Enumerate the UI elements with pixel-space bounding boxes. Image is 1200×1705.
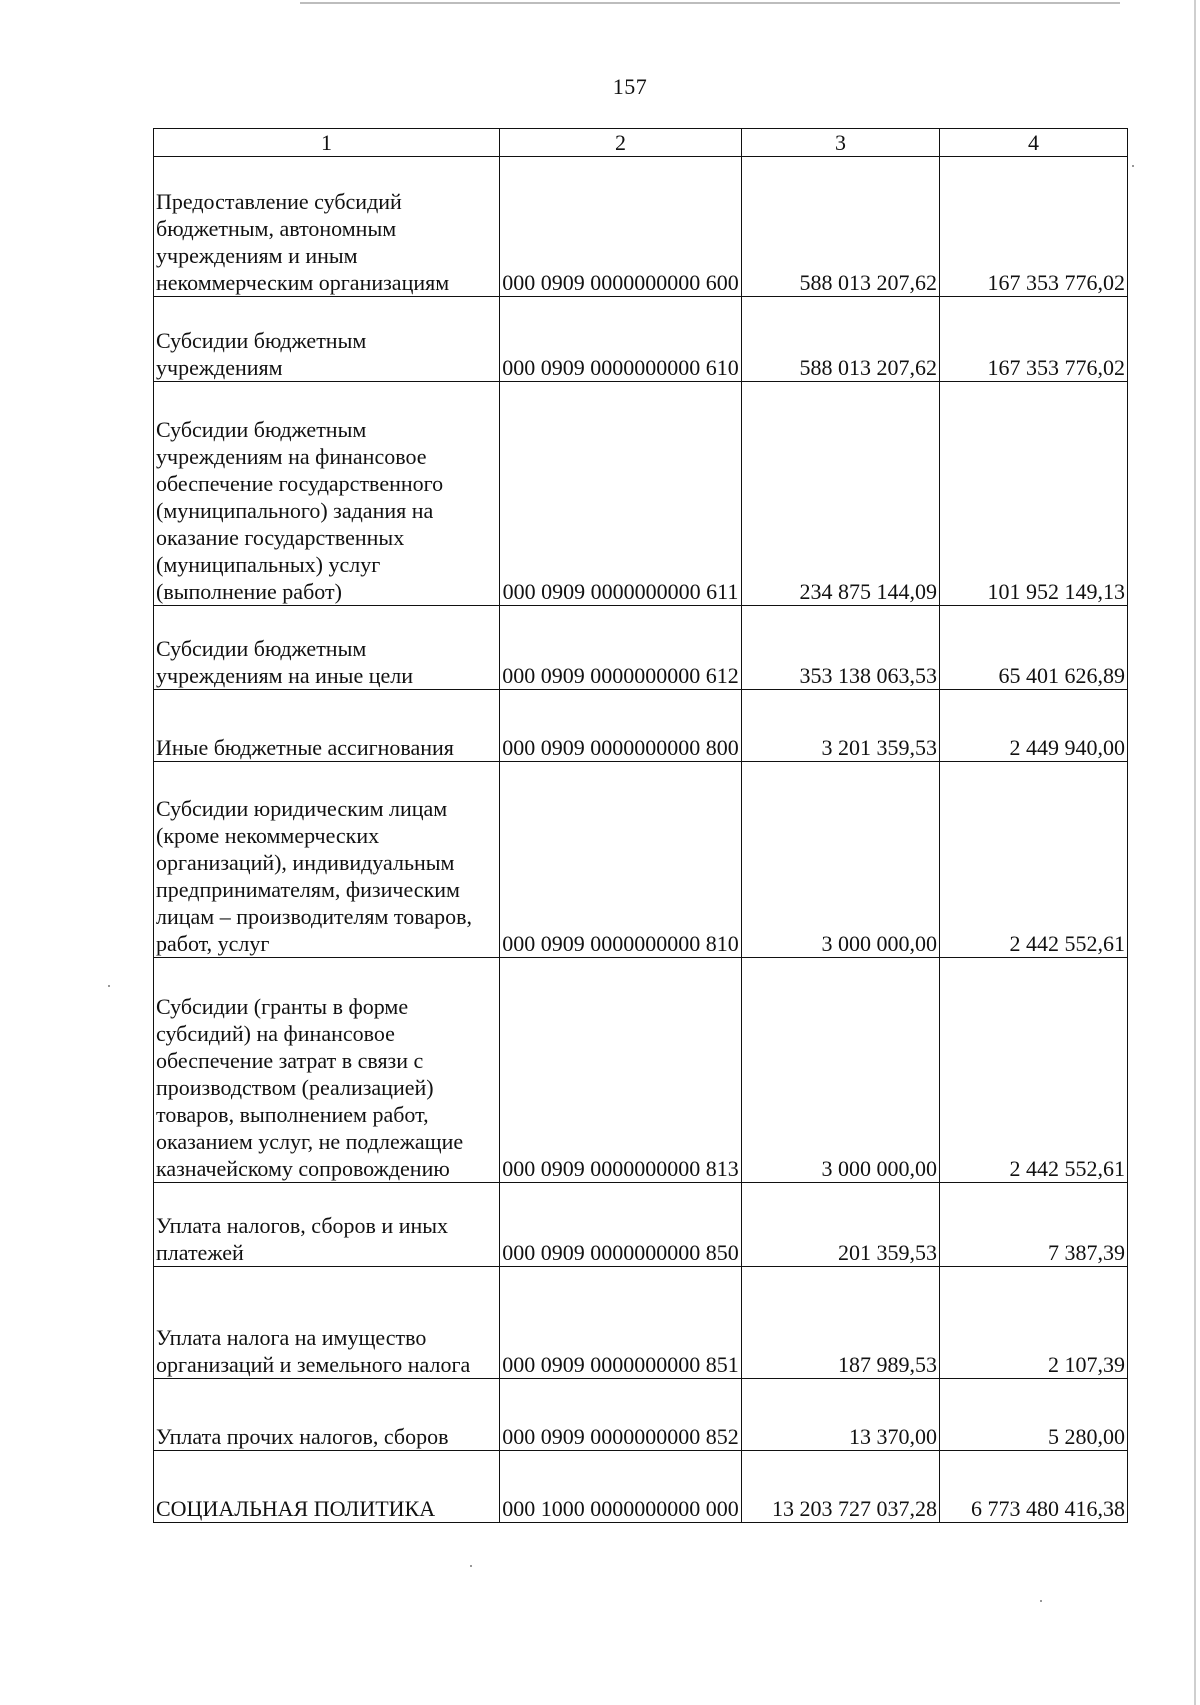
table-row [154, 382, 1128, 606]
row-col4: 101 952 149,13 [940, 382, 1128, 606]
row-name: Уплата налога на имущество организаций и земельного налога [154, 1267, 500, 1379]
row-col4: 6 773 480 416,38 [940, 1451, 1128, 1523]
table-row [154, 762, 1128, 958]
row-code: 000 0909 0000000000 600 [500, 157, 742, 297]
row-code: 000 0909 0000000000 850 [500, 1183, 742, 1267]
row-name: Субсидии (гранты в форме субсидий) на финансовое обеспечение затрат в связи с производством (реализацией) товаров, выполнением работ, оказанием услуг, не подлежащие казначейскому сопровождению [154, 958, 500, 1183]
table-row [154, 157, 1128, 297]
scan-speck [108, 985, 110, 987]
scan-speck [1040, 1600, 1042, 1602]
row-col4: 2 442 552,61 [940, 762, 1128, 958]
table-row [154, 1183, 1128, 1267]
scan-speck [1132, 165, 1134, 167]
row-name: Субсидии бюджетным учреждениям на финансовое обеспечение государственного (муниципального) задания на оказание государственных (муниципальных) услуг (выполнение работ) [154, 382, 500, 606]
header-row [154, 129, 1128, 157]
row-col3: 588 013 207,62 [742, 157, 940, 297]
row-col4: 2 442 552,61 [940, 958, 1128, 1183]
table-row [154, 690, 1128, 762]
row-col3: 3 000 000,00 [742, 958, 940, 1183]
row-code: 000 0909 0000000000 610 [500, 297, 742, 382]
row-col3: 201 359,53 [742, 1183, 940, 1267]
scan-border-right [1194, 0, 1196, 1705]
scan-speck [470, 1565, 472, 1567]
scan-border-top [300, 2, 1120, 4]
row-name: Субсидии бюджетным учреждениям на иные цели [154, 606, 500, 690]
row-name: СОЦИАЛЬНАЯ ПОЛИТИКА [154, 1451, 500, 1523]
row-name: Уплата налогов, сборов и иных платежей [154, 1183, 500, 1267]
table-row [154, 1451, 1128, 1523]
row-code: 000 0909 0000000000 851 [500, 1267, 742, 1379]
row-code: 000 0909 0000000000 611 [500, 382, 742, 606]
header-col-4: 4 [940, 129, 1128, 157]
row-name: Предоставление субсидий бюджетным, автономным учреждениям и иным некоммерческим организациям [154, 157, 500, 297]
row-col3: 13 370,00 [742, 1379, 940, 1451]
row-code: 000 0909 0000000000 810 [500, 762, 742, 958]
row-col3: 3 201 359,53 [742, 690, 940, 762]
row-col4: 65 401 626,89 [940, 606, 1128, 690]
row-col4: 2 107,39 [940, 1267, 1128, 1379]
row-name: Субсидии бюджетным учреждениям [154, 297, 500, 382]
row-col4: 167 353 776,02 [940, 157, 1128, 297]
row-name: Иные бюджетные ассигнования [154, 690, 500, 762]
row-code: 000 0909 0000000000 852 [500, 1379, 742, 1451]
row-col4: 167 353 776,02 [940, 297, 1128, 382]
row-code: 000 0909 0000000000 813 [500, 958, 742, 1183]
page-number: 157 [612, 74, 648, 99]
row-code: 000 0909 0000000000 800 [500, 690, 742, 762]
row-name: Субсидии юридическим лицам (кроме некоммерческих организаций), индивидуальным предпринимателям, физическим лицам – производителям товаров, работ, услуг [154, 762, 500, 958]
row-col3: 13 203 727 037,28 [742, 1451, 940, 1523]
table-row [154, 606, 1128, 690]
header-col-1: 1 [154, 129, 500, 157]
row-name: Уплата прочих налогов, сборов [154, 1379, 500, 1451]
table-row [154, 958, 1128, 1183]
row-col3: 588 013 207,62 [742, 297, 940, 382]
row-code: 000 1000 0000000000 000 [500, 1451, 742, 1523]
budget-table [153, 128, 1128, 1523]
table-row [154, 1267, 1128, 1379]
row-col4: 2 449 940,00 [940, 690, 1128, 762]
row-code: 000 0909 0000000000 612 [500, 606, 742, 690]
row-col3: 3 000 000,00 [742, 762, 940, 958]
header-col-2: 2 [500, 129, 742, 157]
table-row [154, 297, 1128, 382]
row-col4: 7 387,39 [940, 1183, 1128, 1267]
header-col-3: 3 [742, 129, 940, 157]
table-row [154, 1379, 1128, 1451]
row-col3: 187 989,53 [742, 1267, 940, 1379]
row-col3: 234 875 144,09 [742, 382, 940, 606]
row-col3: 353 138 063,53 [742, 606, 940, 690]
row-col4: 5 280,00 [940, 1379, 1128, 1451]
